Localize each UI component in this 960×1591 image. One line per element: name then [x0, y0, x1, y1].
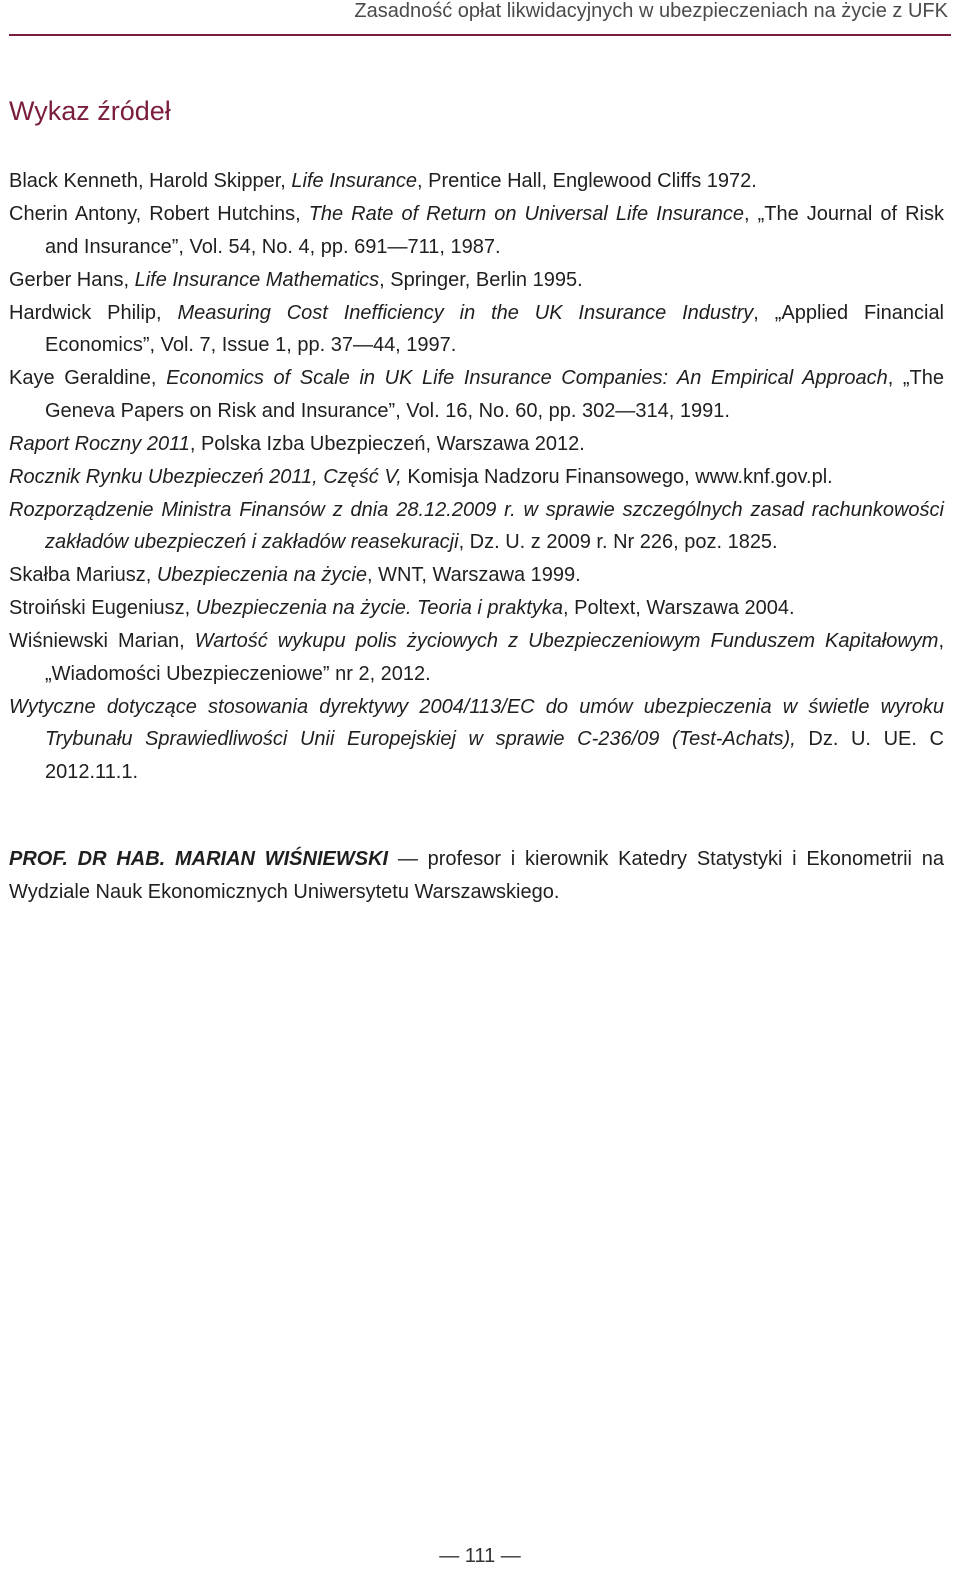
reference-item: Kaye Geraldine, Economics of Scale in UK Life Insurance Companies: An Empirical Approach, „The Geneva Papers on Risk and Insurance”, Vol. 16, No. 60, pp. 302—314, 1991.: [9, 367, 944, 422]
running-header: Zasadność opłat likwidacyjnych w ubezpieczeniach na życie z UFK: [354, 0, 948, 22]
header-rule: [9, 34, 951, 36]
reference-item: Cherin Antony, Robert Hutchins, The Rate of Return on Universal Life Insurance, „The Journal of Risk and Insurance”, Vol. 54, No. 4, pp. 691—711, 1987.: [9, 203, 945, 258]
section-title: Wykaz źródeł: [9, 96, 171, 126]
reference-item: Skałba Mariusz, Ubezpieczenia na życie, WNT, Warszawa 1999.: [9, 564, 581, 586]
reference-item: Raport Roczny 2011, Polska Izba Ubezpieczeń, Warszawa 2012.: [9, 432, 585, 455]
reference-item: Hardwick Philip, Measuring Cost Inefficiency in the UK Insurance Industry, „Applied Financial Economics”, Vol. 7, Issue 1, pp. 37—44, 1997.: [9, 301, 945, 356]
reference-item: Gerber Hans, Life Insurance Mathematics, Springer, Berlin 1995.: [9, 268, 583, 291]
author-description: — profesor i kierownik Katedry Statystyki i Ekonometrii na Wydziale Nauk Ekonomicznych Uniwersytetu Warszawskiego.: [9, 848, 945, 903]
author-name: PROF. DR HAB. MARIAN WIŚNIEWSKI: [9, 848, 389, 870]
reference-item: Rocznik Rynku Ubezpieczeń 2011, Część V, Komisja Nadzoru Finansowego, www.knf.gov.pl.: [9, 465, 833, 488]
page-number: — 111 —: [439, 1545, 521, 1567]
author-note: [9, 843, 944, 908]
reference-item: Wiśniewski Marian, Wartość wykupu polis życiowych z Ubezpieczeniowym Funduszem Kapitałowym, „Wiadomości Ubezpieczeniowe” nr 2, 2012.: [9, 630, 945, 685]
reference-item: Stroiński Eugeniusz, Ubezpieczenia na życie. Teoria i praktyka, Poltext, Warszawa 2004.: [9, 597, 795, 619]
reference-item: Wytyczne dotyczące stosowania dyrektywy 2004/113/EC do umów ubezpieczenia w świetle wyroku Trybunału Sprawiedliwości Unii Europejskiej w sprawie C-236/09 (Test-Achats), Dz. U. UE. C 2012.11.1.: [9, 695, 944, 783]
reference-list: [9, 165, 944, 789]
reference-item: Rozporządzenie Ministra Finansów z dnia 28.12.2009 r. w sprawie szczególnych zasad rachunkowości zakładów ubezpieczeń i zakładów reasekuracji, Dz. U. z 2009 r. Nr 226, poz. 1825.: [9, 498, 944, 553]
reference-item: Black Kenneth, Harold Skipper, Life Insurance, Prentice Hall, Englewood Cliffs 1972.: [9, 170, 757, 192]
